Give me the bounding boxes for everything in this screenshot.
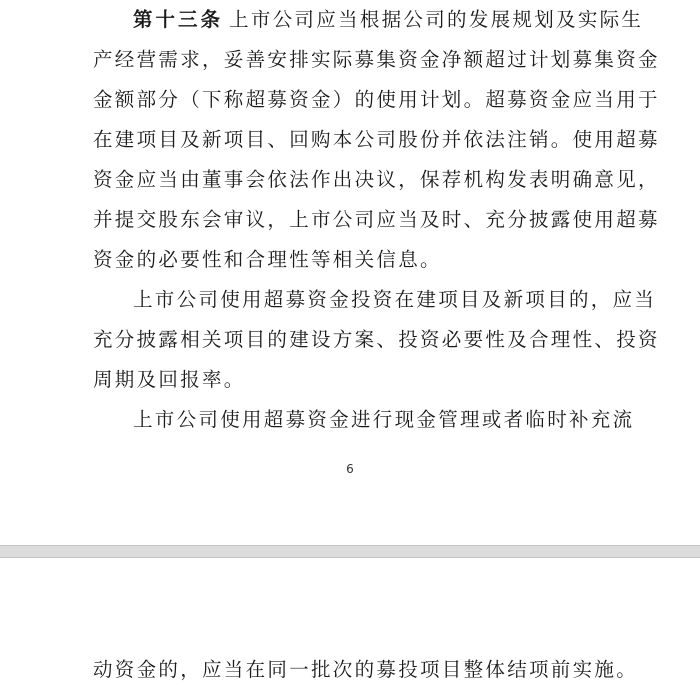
paragraph-2-line-3: 周期及回报率。 — [93, 368, 246, 391]
page-separator — [0, 545, 700, 558]
article-13-line-1 — [133, 8, 643, 32]
article-13-line-2: 产经营需求，妥善安排实际募集资金净额超过计划募集资金 — [93, 48, 660, 71]
article-13-line-7: 资金的必要性和合理性等相关信息。 — [93, 248, 442, 271]
paragraph-2-line-1: 上市公司使用超募资金投资在建项目及新项目的，应当 — [133, 288, 657, 311]
article-title: 第十三条 — [133, 8, 224, 31]
article-text: 上市公司应当根据公司的发展规划及实际生 — [229, 8, 644, 31]
next-page-line-1: 动资金的，应当在同一批次的募投项目整体结项前实施。 — [93, 658, 639, 681]
article-13-line-5: 资金应当由董事会依法作出决议，保荐机构发表明确意见， — [93, 168, 660, 191]
article-13-line-6: 并提交股东会审议，上市公司应当及时、充分披露使用超募 — [93, 208, 660, 231]
article-13-line-3: 金额部分（下称超募资金）的使用计划。超募资金应当用于 — [93, 88, 660, 111]
paragraph-3-line-1: 上市公司使用超募资金进行现金管理或者临时补充流 — [133, 408, 635, 431]
document-page-7 — [0, 558, 700, 694]
article-13-line-4: 在建项目及新项目、回购本公司股份并依法注销。使用超募 — [93, 128, 660, 151]
paragraph-2-line-2: 充分披露相关项目的建设方案、投资必要性及合理性、投资 — [93, 328, 660, 351]
page-number: 6 — [346, 462, 354, 476]
